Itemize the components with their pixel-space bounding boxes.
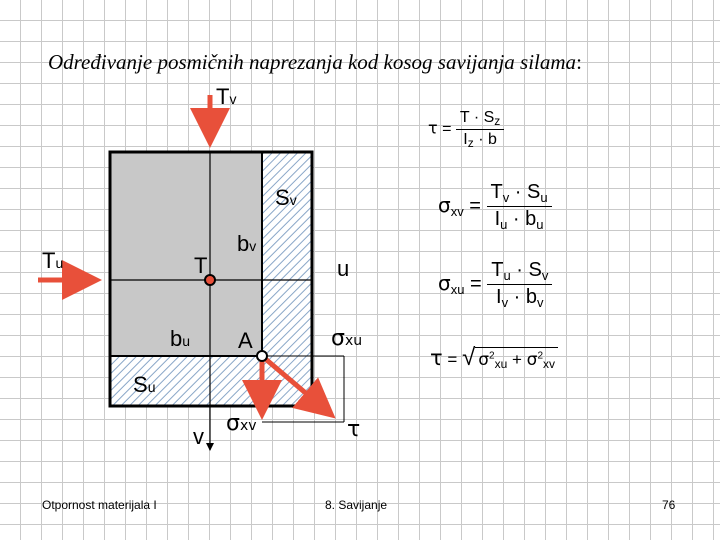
title-text: Određivanje posmičnih naprezanja kod kosog savijanja silama (48, 50, 577, 74)
label-Tv: Tv (216, 84, 237, 109)
label-u: u (337, 256, 350, 281)
label-sigma-xu: σxu (331, 326, 363, 351)
formula-sigma-xv: $\sigma_{xv}$ = $\frac{T_v \cdot S_u}{I_u \cdot b_u}$ (438, 182, 552, 231)
label-Tu: Tu (42, 248, 64, 273)
footer-course: Otpornost materijala I (42, 498, 157, 512)
label-bv: bv (237, 231, 257, 256)
footer-chapter: 8. Savijanje (325, 498, 388, 512)
formula-tau-basic: τ = $\frac{T \cdot Sz}{Iz \cdot b}$ (428, 110, 504, 149)
label-A: A (238, 328, 253, 353)
label-tau: τ (347, 417, 361, 442)
title-colon: : (576, 50, 582, 74)
formula-sigma-xu: $\sigma_{xu}$ = $\frac{T_u \cdot S_v}{I_v \cdot b_v}$ (438, 260, 552, 309)
page-number: 76 (662, 498, 676, 512)
formula-tau-resultant: τ = √ $\sigma^2xu + \sigma^2xv$ (430, 346, 558, 370)
label-v: v (193, 424, 204, 449)
label-Su: Su (133, 372, 156, 397)
label-bu: bu (170, 326, 191, 351)
hatch-strip-vertical (262, 152, 312, 356)
label-sigma-xv: σxv (226, 411, 257, 436)
point-A (257, 351, 267, 361)
label-Sv: Sv (275, 185, 297, 210)
label-T: T (194, 253, 208, 278)
